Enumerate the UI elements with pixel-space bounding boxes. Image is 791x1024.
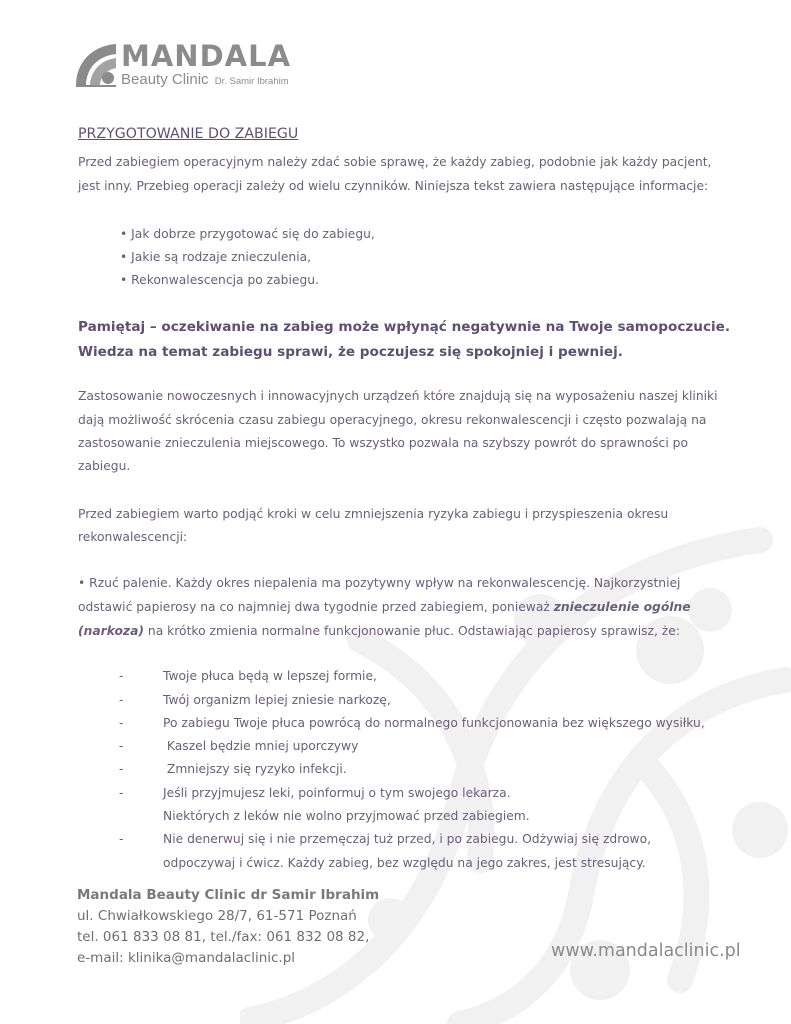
paragraph2-line-2: rekonwalescencji: — [78, 530, 188, 544]
dash-item: Kaszel będzie mniej uporczywy — [163, 739, 359, 753]
bullet-item: • Jakie są rodzaje znieczulenia, — [120, 250, 312, 264]
dash-marker: - — [119, 832, 124, 846]
smoking-line-3-text: na krótko zmienia normalne funkcjonowanie płuc. Odstawiając papierosy sprawisz, że: — [144, 624, 680, 638]
smoking-line-3 — [78, 620, 680, 644]
paragraph2-line-1: Przed zabiegiem warto podjąć kroki w celu zmniejszenia ryzyka zabiegu i przyspieszenia okresu — [78, 507, 669, 521]
footer-phone: tel. 061 833 08 81, tel./fax: 061 832 08 82, — [77, 929, 370, 945]
logo-subtitle — [121, 71, 289, 88]
notice-line-1: Pamiętaj – oczekiwanie na zabieg może wpłynąć negatywnie na Twoje samopoczucie. — [78, 319, 731, 335]
paragraph1-line-1: Zastosowanie nowoczesnych i innowacyjnych urządzeń które znajdują się na wyposażeniu naszej kliniki — [78, 389, 718, 403]
dash-item: Twoje płuca będą w lepszej formie, — [163, 669, 377, 683]
dash-marker: - — [119, 716, 124, 730]
dash-marker: - — [119, 739, 124, 753]
paragraph1-line-2: dają możliwość skrócenia czasu zabiegu operacyjnego, okresu rekonwalescencji i często pozwalają na — [78, 413, 707, 427]
logo-doctor: Dr. Samir Ibrahim — [214, 76, 289, 87]
footer-website-link[interactable]: www.mandalaclinic.pl — [551, 941, 741, 961]
emphasis-general-anesthesia: znieczulenie ogólne — [553, 600, 691, 614]
intro-line-1: Przed zabiegiem operacyjnym należy zdać sobie sprawę, że każdy zabieg, podobnie jak każdy pacjent, — [78, 155, 712, 169]
dash-item: Zmniejszy się ryzyko infekcji. — [163, 762, 347, 776]
paragraph1-line-3: zastosowanie znieczulenia miejscowego. To wszystko pozwala na szybszy powrót do sprawności po — [78, 436, 688, 450]
bullet-item: • Jak dobrze przygotować się do zabiegu, — [120, 227, 375, 241]
paragraph1-line-4: zabiegu. — [78, 459, 131, 473]
bullet-item: • Rekonwalescencja po zabiegu. — [120, 273, 319, 287]
dash-marker: - — [119, 693, 124, 707]
footer-address: ul. Chwiałkowskiego 28/7, 61-571 Poznań — [77, 908, 357, 924]
smoking-line-1: • Rzuć palenie. Każdy okres niepalenia ma pozytywny wpływ na rekonwalescencję. Najkorzystniej — [78, 576, 681, 590]
notice-line-2: Wiedza na temat zabiegu sprawi, że poczujesz się spokojniej i pewniej. — [78, 344, 623, 360]
dash-item-continuation: odpoczywaj i ćwicz. Każdy zabieg, bez względu na jego zakres, jest stresujący. — [163, 856, 646, 870]
dash-marker: - — [119, 786, 124, 800]
page-title: PRZYGOTOWANIE DO ZABIEGU — [78, 126, 299, 142]
dash-marker: - — [119, 762, 124, 776]
smoking-line-2 — [78, 596, 691, 620]
dash-item: Nie denerwuj się i nie przemęczaj tuż przed, i po zabiegu. Odżywiaj się zdrowo, — [163, 832, 652, 846]
dash-marker: - — [119, 669, 124, 683]
clinic-logo — [74, 40, 304, 90]
footer-contact — [77, 885, 379, 969]
dash-item: Twój organizm lepiej zniesie narkozę, — [163, 693, 391, 707]
logo-sub-clinic: Beauty Clinic — [121, 71, 209, 88]
smoking-line-2-text: odstawić papierosy na co najmniej dwa tygodnie przed zabiegiem, ponieważ — [78, 600, 554, 614]
dash-item: Jeśli przyjmujesz leki, poinformuj o tym swojego lekarza. — [163, 786, 511, 800]
dash-item: Po zabiegu Twoje płuca powrócą do normalnego funkcjonowania bez większego wysiłku, — [163, 716, 705, 730]
footer-clinic-name: Mandala Beauty Clinic dr Samir Ibrahim — [77, 887, 380, 903]
mandala-logo-icon — [74, 42, 118, 88]
footer-email[interactable]: e-mail: klinika@mandalaclinic.pl — [77, 950, 296, 966]
intro-line-2: jest inny. Przebieg operacji zależy od wielu czynników. Niniejsza tekst zawiera następujące informacje: — [78, 179, 709, 193]
logo-name: MANDALA — [121, 39, 292, 73]
dash-item-continuation: Niektórych z leków nie wolno przyjmować przed zabiegiem. — [163, 809, 530, 823]
emphasis-narcosis: (narkoza) — [78, 624, 144, 638]
